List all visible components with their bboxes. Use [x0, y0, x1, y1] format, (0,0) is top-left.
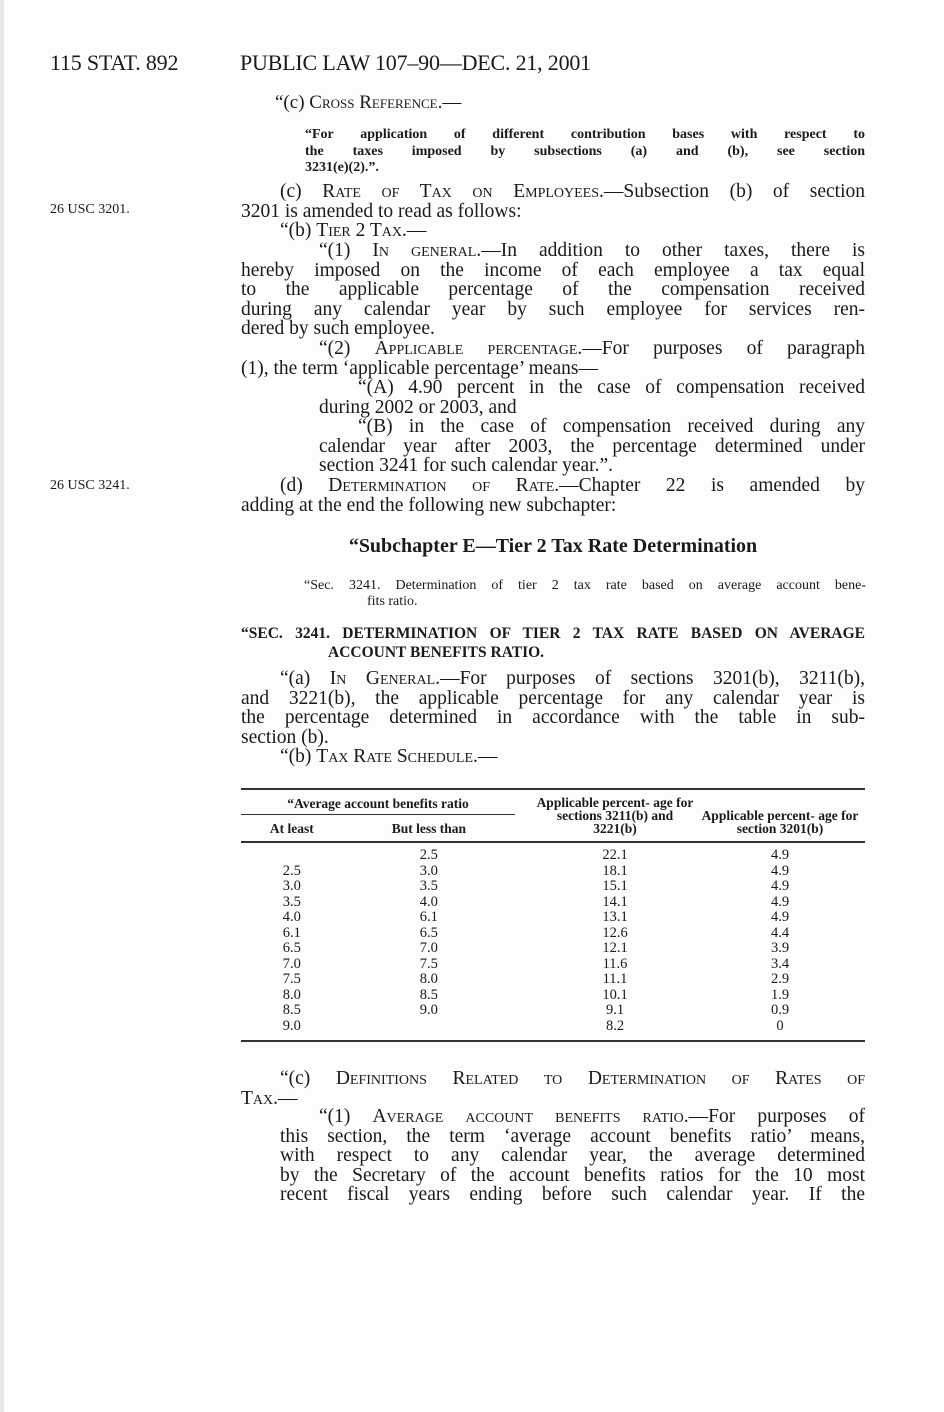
prefix: “(1) — [319, 240, 373, 261]
cell-rate-3211-3221: 11.6 — [602, 955, 628, 972]
spacer — [515, 1003, 535, 1019]
text-line: with respect to any calendar year, the average determined — [280, 1145, 865, 1166]
stat-page-reference: 115 STAT. 892 — [50, 50, 179, 75]
subsection-a — [241, 669, 865, 747]
col-header-3211-3221: Applicable percent- age for sections 3211(b) and 3221(b) — [536, 795, 694, 836]
subsection-heading: Tax Rate Schedule.— — [316, 746, 498, 767]
cell-rate-3201: 4.9 — [770, 862, 790, 879]
col-header-at-least: At least — [269, 821, 314, 836]
cell-rate-3211-3221: 18.1 — [602, 862, 628, 879]
spacer — [515, 910, 535, 926]
cross-reference-heading — [275, 92, 461, 114]
subparagraph-a — [319, 378, 865, 417]
text-line: calendar year after 2003, the percentage determined under — [319, 435, 865, 457]
text-line: and 3221(b), the applicable percentage for any calendar year is — [241, 687, 865, 709]
paragraph-heading: Average account benefits ratio. — [372, 1106, 689, 1127]
prefix: “(c) — [280, 1068, 336, 1089]
section-c-line-2 — [241, 202, 865, 222]
text-line: the percentage determined in accordance with the table in sub- — [241, 707, 865, 728]
spacer — [515, 972, 535, 988]
heading-label: Tier 2 Tax.— — [316, 220, 427, 241]
cell-rate-3201: 3.4 — [770, 955, 790, 972]
cell-at-least: 2.5 — [282, 862, 301, 879]
section-c-line-1 — [280, 182, 865, 202]
cell-rate-3211-3221: 13.1 — [602, 909, 628, 925]
tier2-paragraph-1 — [241, 241, 865, 339]
prefix: (d) — [280, 475, 329, 496]
cell-rate-3211-3221: 14.1 — [602, 893, 628, 910]
cell-rate-3211-3221: 9.1 — [605, 1002, 625, 1018]
table-bottom-rule — [241, 1034, 865, 1041]
cell-but-less-than: 7.5 — [419, 955, 438, 972]
cell-rate-3211-3221: 15.1 — [602, 878, 628, 894]
cell-rate-3211-3221: 10.1 — [602, 986, 628, 1003]
cell-rate-3211-3221: 12.6 — [602, 924, 628, 941]
prefix: (c) — [280, 181, 323, 202]
cell-rate-3201: 4.4 — [770, 924, 790, 941]
cell-rate-3201: 2.9 — [770, 971, 790, 987]
text-line: “(A) 4.90 percent in the case of compensation received — [358, 377, 865, 398]
toc-line: “Sec. 3241. Determination of tier 2 tax rate based on average account bene- — [304, 578, 866, 593]
public-law-title: PUBLIC LAW 107–90—DEC. 21, 2001 — [240, 50, 591, 75]
text-line: hereby imposed on the income of each employee a tax equal — [241, 259, 865, 281]
tier2-paragraph-2 — [241, 339, 865, 378]
cell-rate-3211-3221: 22.1 — [602, 847, 628, 863]
cell-rate-3201: 4.9 — [770, 893, 790, 910]
paragraph-heading: Applicable percentage. — [374, 338, 583, 359]
prefix: “(2) — [319, 338, 375, 359]
text: —Subsection (b) of section — [603, 181, 865, 202]
text-line: dered by such employee. — [241, 318, 435, 339]
cell-rate-3201: 4.9 — [770, 878, 790, 894]
cell-at-least: 7.5 — [282, 971, 301, 987]
cell-rate-3211-3221: 8.2 — [605, 1017, 625, 1034]
cell-at-least: 3.5 — [282, 893, 301, 910]
cell-at-least: 7.0 — [282, 955, 301, 972]
cell-but-less-than — [343, 1019, 515, 1035]
spacer — [515, 941, 535, 957]
cell-rate-3211-3221: 12.1 — [602, 940, 628, 956]
subsection-c-heading — [241, 1069, 865, 1108]
cell-rate-3201: 4.9 — [770, 847, 790, 863]
text-line: adding at the end the following new subchapter: — [241, 494, 617, 516]
text-line: recent fiscal years ending before such calendar year. If the — [280, 1184, 865, 1205]
table-body — [241, 848, 865, 1041]
subchapter-title: “Subchapter E—Tier 2 Tax Rate Determination — [348, 535, 758, 557]
cell-rate-3201: 0.9 — [770, 1002, 790, 1018]
text-line: 3231(e)(2).”. — [305, 160, 379, 175]
cell-but-less-than: 3.0 — [419, 862, 438, 879]
table-row — [241, 879, 865, 895]
cell-but-less-than: 7.0 — [419, 940, 438, 956]
text-line: 3201 is amended to read as follows: — [241, 201, 522, 222]
table-row — [241, 895, 865, 911]
heading-line: ACCOUNT BENEFITS RATIO. — [328, 644, 545, 661]
text: —For purposes of paragraph — [582, 338, 865, 359]
subsection-heading: Definitions Related to Determination of Rates of — [335, 1068, 865, 1089]
cell-at-least: 3.0 — [282, 878, 301, 894]
spacer — [515, 848, 535, 864]
section-3241-heading — [241, 624, 865, 662]
cross-reference-text — [305, 127, 865, 177]
group-header-average-ratio: “Average account benefits ratio — [241, 789, 515, 815]
cell-but-less-than: 8.5 — [419, 986, 438, 1003]
cell-at-least: 8.5 — [282, 1002, 301, 1018]
cell-at-least: 4.0 — [282, 909, 301, 925]
cell-at-least: 8.0 — [282, 986, 301, 1003]
cell-at-least: 6.5 — [282, 940, 301, 956]
prefix: “(a) — [280, 668, 330, 689]
spacer — [515, 957, 535, 973]
spacer — [515, 988, 535, 1004]
table-row — [241, 1019, 865, 1035]
section-heading: Rate of Tax on Employees. — [322, 181, 604, 202]
table-row — [241, 988, 865, 1004]
section-d — [241, 476, 865, 515]
text-line: this section, the term ‘average account benefits ratio’ means, — [280, 1125, 865, 1147]
cell-but-less-than: 6.1 — [419, 909, 438, 925]
subsection-b-heading — [280, 747, 904, 767]
text: —For purposes of sections 3201(b), 3211(b), — [440, 668, 865, 689]
subsection-heading-cont: Tax.— — [241, 1087, 298, 1109]
text-line: (1), the term ‘applicable percentage’ means— — [241, 357, 598, 379]
table-row — [241, 1003, 865, 1019]
text-line: “(B) in the case of compensation received during any — [358, 416, 865, 437]
text-line: “For application of different contribution bases with respect to — [305, 127, 865, 142]
text: —For purposes of — [688, 1106, 865, 1127]
margin-note-usc-3201: 26 USC 3201. — [50, 202, 130, 217]
text-line: section (b). — [241, 726, 329, 748]
heading-prefix: “(c) — [275, 92, 310, 113]
cell-but-less-than: 3.5 — [419, 878, 438, 894]
subchapter-toc-entry — [304, 578, 866, 610]
text-line: during 2002 or 2003, and — [319, 396, 517, 418]
paragraph-heading: In general. — [372, 240, 482, 261]
table-row — [241, 848, 865, 864]
section-heading: Determination of Rate. — [328, 475, 560, 496]
text-line: by the Secretary of the account benefits ratios for the 10 most — [280, 1164, 865, 1186]
subsection-heading: In General. — [329, 668, 441, 689]
cell-rate-3211-3221: 11.1 — [602, 971, 628, 987]
text-line: the taxes imposed by subsections (a) and (b), see section — [305, 143, 865, 159]
cell-rate-3201: 0 — [776, 1017, 784, 1034]
subsection-c-paragraph-1 — [280, 1107, 865, 1205]
subparagraph-b — [319, 417, 865, 476]
cell-but-less-than: 4.0 — [419, 893, 438, 910]
table-row — [241, 972, 865, 988]
cell-rate-3201: 3.9 — [770, 940, 790, 956]
cell-but-less-than: 2.5 — [419, 847, 438, 863]
cell-at-least — [241, 848, 343, 864]
tier2-heading — [280, 221, 904, 241]
prefix: “(1) — [319, 1106, 373, 1127]
text-line: to the applicable percentage of the compensation received — [241, 279, 865, 300]
cell-at-least: 9.0 — [282, 1017, 301, 1034]
text-line: section 3241 for such calendar year.”. — [319, 455, 614, 476]
spacer — [515, 1019, 535, 1035]
text-line: during any calendar year by such employee for services ren- — [241, 298, 865, 320]
tax-rate-schedule-table — [241, 788, 865, 1042]
heading-label: Cross Reference.— — [309, 92, 462, 113]
cell-at-least: 6.1 — [282, 924, 301, 941]
cell-rate-3201: 1.9 — [770, 986, 790, 1003]
col-header-but-less-than: But less than — [391, 821, 466, 836]
spacer — [515, 895, 535, 911]
text: —Chapter 22 is amended by — [559, 475, 865, 496]
table-row — [241, 910, 865, 926]
table-row — [241, 864, 865, 880]
cell-but-less-than: 8.0 — [419, 971, 438, 987]
spacer — [515, 864, 535, 880]
table-row — [241, 926, 865, 942]
spacer — [515, 926, 535, 942]
table-row — [241, 957, 865, 973]
spacer — [515, 879, 535, 895]
toc-line: fits ratio. — [367, 594, 418, 609]
page-edge-shadow — [0, 0, 4, 1412]
cell-but-less-than: 9.0 — [419, 1002, 438, 1018]
cell-rate-3201: 4.9 — [770, 909, 790, 925]
text: —In addition to other taxes, there is — [481, 240, 865, 261]
cell-but-less-than: 6.5 — [419, 924, 438, 941]
margin-note-usc-3241: 26 USC 3241. — [50, 478, 130, 493]
prefix: “(b) — [280, 746, 317, 767]
col-header-3201: Applicable percent- age for section 3201(b) — [701, 808, 859, 836]
prefix: “(b) — [280, 220, 317, 241]
heading-line: “SEC. 3241. DETERMINATION OF TIER 2 TAX RATE BASED ON AVERAGE — [241, 625, 865, 642]
table-row — [241, 941, 865, 957]
